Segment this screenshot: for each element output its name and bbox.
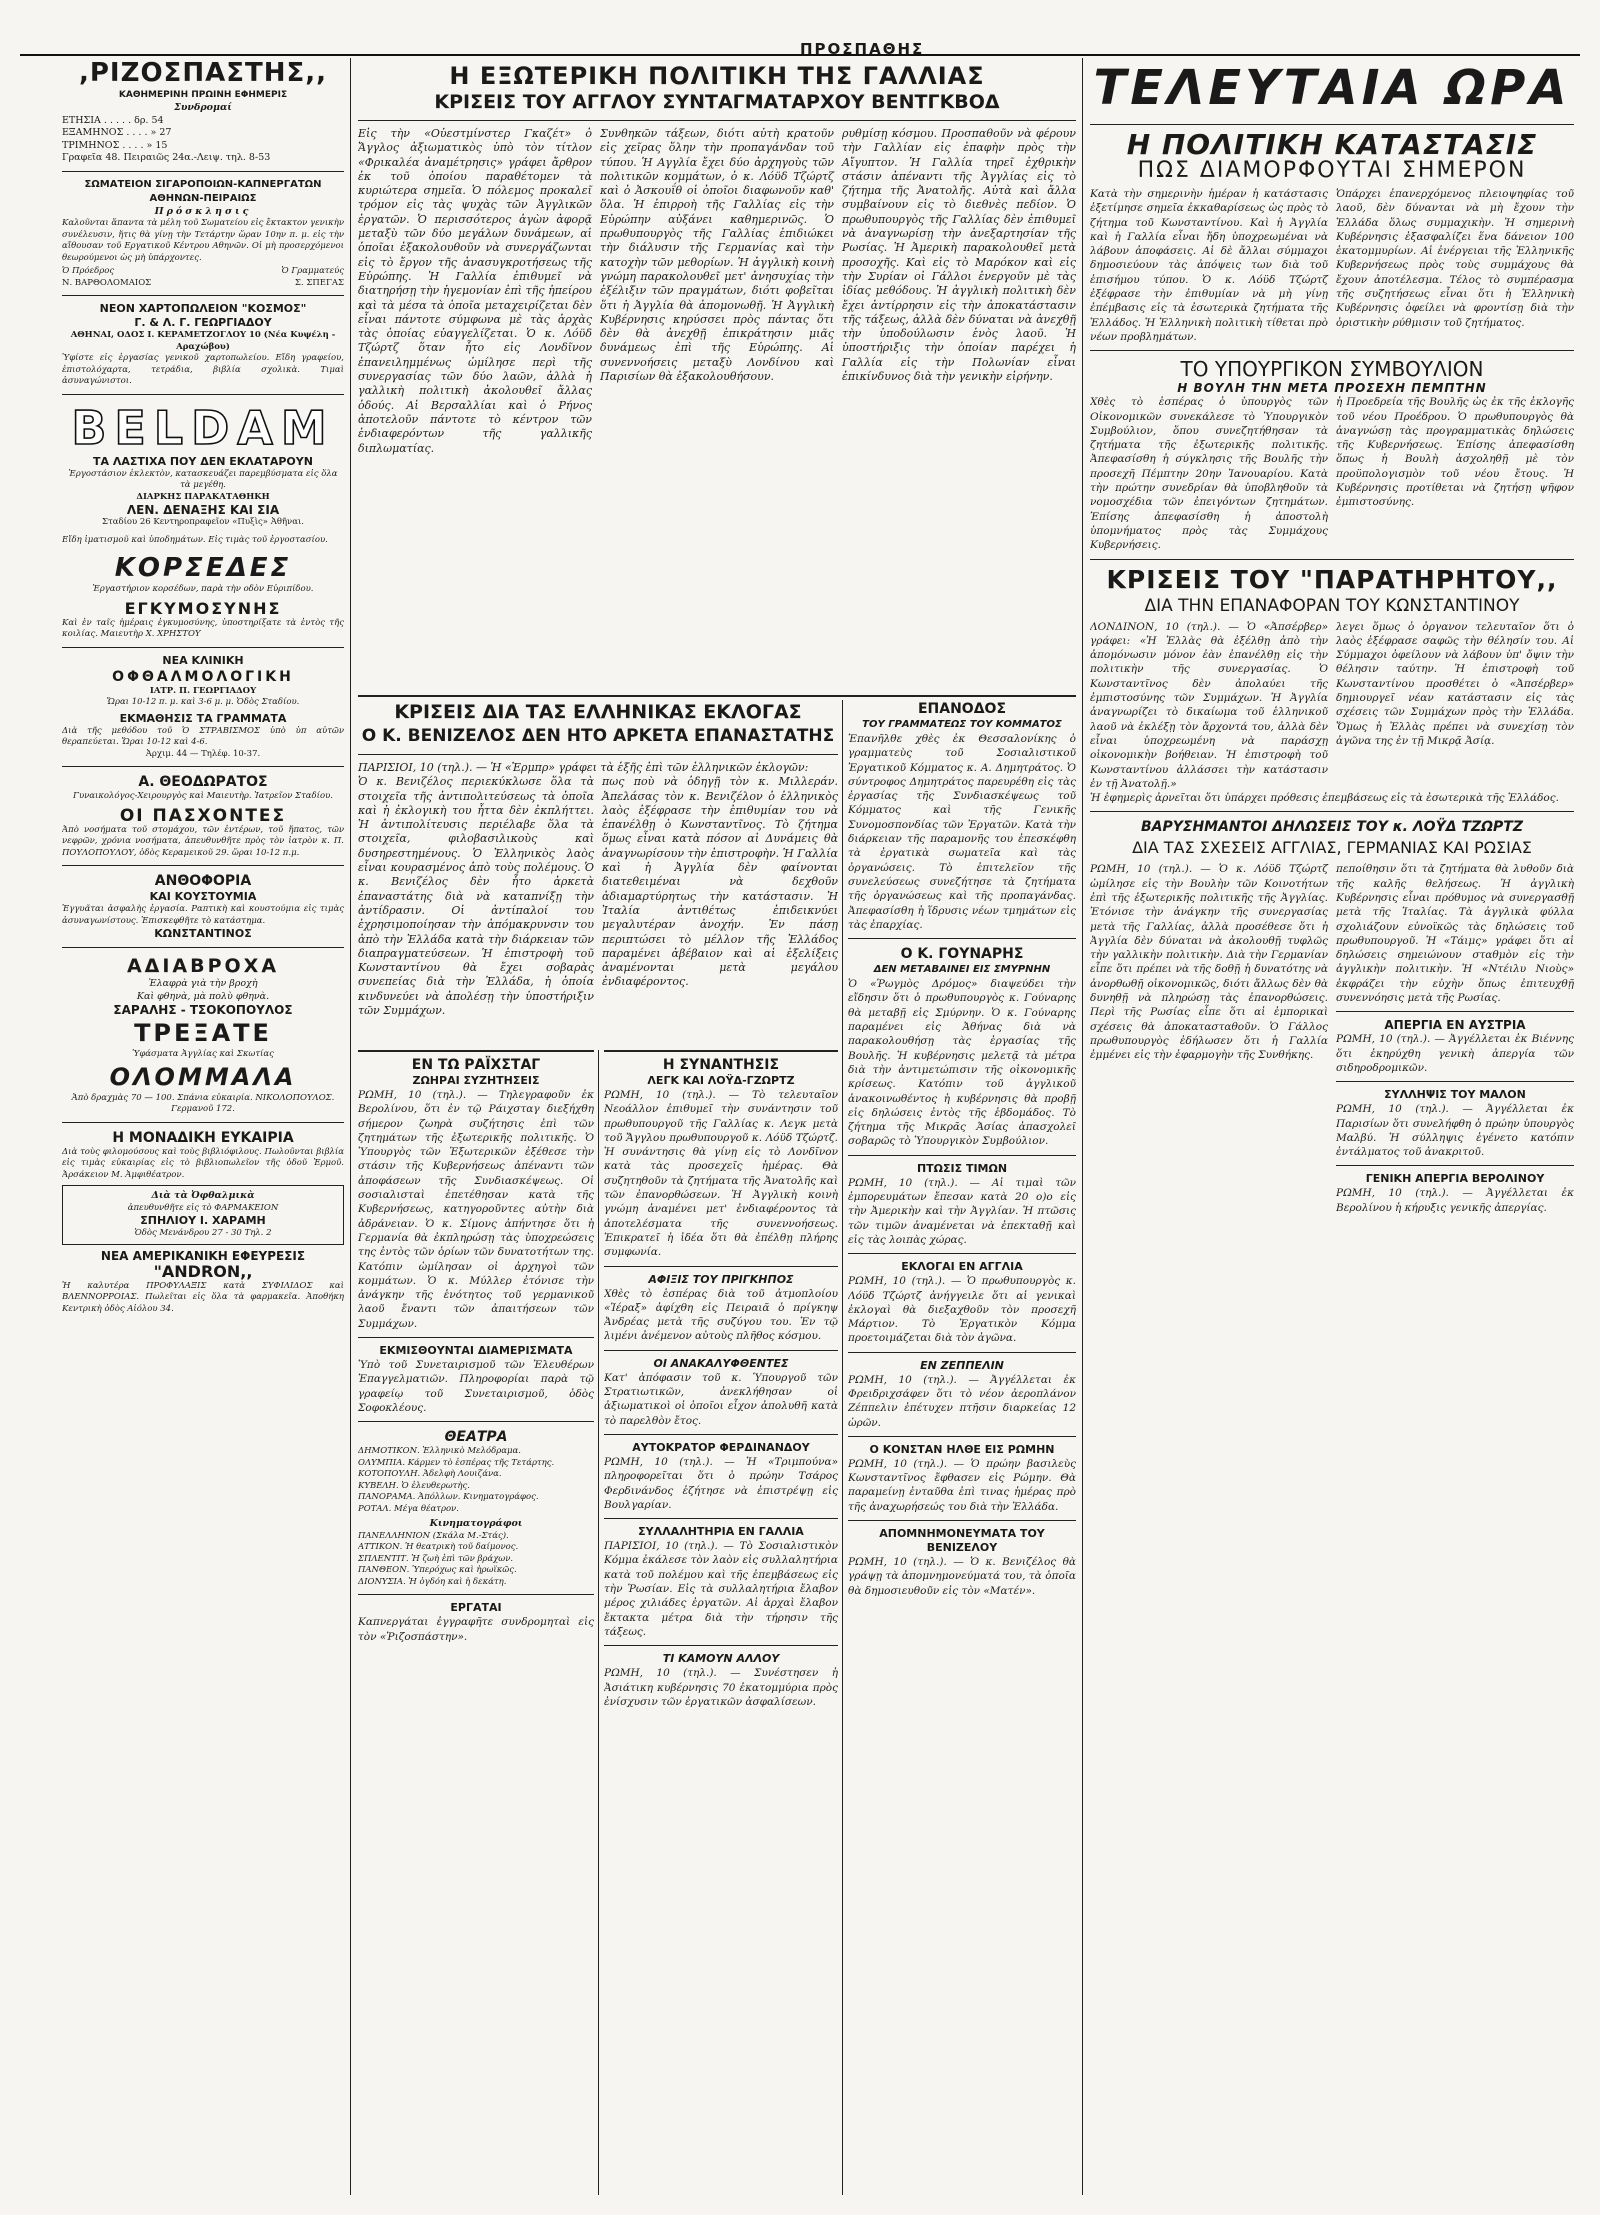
dateline: ΠΑΡΙΣΙΟΙ, 10 (τηλ.). — Ἡ «Ἐρμπρ» γράφει τὰ ἑξῆς ἐπὶ τῶν ἑλληνικῶν ἐκλογῶν: [358,761,809,774]
column-divider [350,58,351,2195]
ophthalm-heading: ΟΦΘΑΛΜΟΛΟΓΙΚΗ [112,668,294,685]
article-text: Χθὲς τὸ ἑσπέρας ὁ ὑπουργὸς τῶν Οἰκονομικῶν συνεκάλεσε τὸ Ὑπουργικὸν Συμβούλιον, ὅπου συνεζητήθησαν τὰ ζητήματα τῆς ἐξωτερικῆς πολιτικῆς. Ἀπεφασίσθη ἡ σύγκλησις τῆς Βουλῆς τὴν προσεχῆ Πέμπτην 20ην Ἰανουαρίου. Κατὰ τὴν πρώτην συνεδρίαν θὰ ὑποβληθοῦν τὰ νομοσχέδια τῶν ἐπειγόντων ζητημάτων. Ἐπίσης ἀπεφασίσθη ἡ ἀποστολὴ ὑπομνήματος πρὸς τὰς Συμμάχους Κυβερνήσεις. [1090,396,1328,552]
article-text: ΡΩΜΗ, 10 (τηλ.). — Αἱ τιμαὶ τῶν ἐμπορευμάτων ἔπεσαν κατὰ 20 ο)ο εἰς τὴν Ἀμερικὴν καὶ τὴν Ἀγγλίαν. Ἡ πτῶσις τῶν τιμῶν ἀναμένεται νὰ ἐπεκταθῇ καὶ εἰς τὰς λοιπὰς χώρας. [848,1176,1076,1246]
headline: ΑΠΕΡΓΙΑ ΕΝ ΑΥΣΤΡΙΑ [1384,1018,1526,1033]
beldam-text: Ἐργοστάσιον ἐκλεκτὸν, κατασκευάζει παρεμβύσματα εἰς ὅλα τὰ μεγέθη. [68,468,338,490]
subscription-line: ΤΡΙΜΗΝΟΣ . . . . » 15 [62,139,168,151]
cinema-item: ΔΙΟΝΥΣΙΑ. Ἡ ὀγδόη καὶ ἡ δεκάτη. [358,1576,507,1587]
article-text: ΡΩΜΗ, 10 (τηλ.). — Ὁ πρώην βασιλεὺς Κωνσταντῖνος ἔφθασεν εἰς Ρώμην. Θὰ παραμείνῃ ἐνταῦθα ἐπὶ τινας ἡμέρας πρὸ τῆς ἀναχωρήσεώς του διὰ τὴν Ἑλλάδα. [848,1457,1076,1513]
headline: ΤΟ ΥΠΟΥΡΓΙΚΟΝ ΣΥΜΒΟΥΛΙΟΝ [1180,357,1484,382]
subheadline: ΔΙΑ ΤΗΝ ΕΠΑΝΑΦΟΡΑΝ ΤΟΥ ΚΩΝΣΤΑΝΤΙΝΟΥ [1144,595,1520,616]
headline: ΑΠΟΜΝΗΜΟΝΕΥΜΑΤΑ ΤΟΥ ΒΕΝΙΖΕΛΟΥ [879,1527,1045,1555]
kouston-text: Ἐγγυᾶται ἀσφαλὴς ἐργασία. Ραπτικὴ καὶ κουστούμια εἰς τιμὰς ἀσυναγωνίστους. Ἐπισκεφθῆτε τὸ κατάστημα. [62,904,344,926]
subheadline: ΛΕΓΚ ΚΑΙ ΛΟΫΔ-ΓΖΩΡΤΖ [647,1074,795,1087]
article-text: ΡΩΜΗ, 10 (τηλ.). — Ὁ πρωθυπουργὸς κ. Λόϋδ Τζώρτζ ἀνήγγειλε ὅτι αἱ γενικαὶ ἐκλογαὶ θὰ διεξαχθοῦν τὸν προσεχῆ Μάρτιον. Τὸ Ἐργατικὸν Κόμμα προετοιμάζεται διὰ τὸν ἀγῶνα. [848,1275,1076,1345]
beldam-agent: ΔΙΑΡΚΗΣ ΠΑΡΑΚΑΤΑΘΗΚΗ [136,491,270,502]
trexate-heading: ΤΡΕΞΑΤΕ [134,1019,272,1047]
union-subheading: Πρόσκλησις [154,205,252,217]
headline: ΠΤΩΣΙΣ ΤΙΜΩΝ [916,1161,1008,1175]
headline: ΕΠΑΝΟΔΟΣ [917,701,1007,717]
page-label: ΠΡΟΣΠΑΘΗΣ [800,40,925,58]
trexate-sub: Ὑφάσματα Ἀγγλίας καὶ Σκωτίας [132,1049,274,1059]
headline: Η ΣΥΝΑΝΤΗΣΙΣ [662,1057,780,1073]
masthead: ,ΡΙΖΟΣΠΑΣΤΗΣ,, [79,58,327,88]
headline: ΑΥΤΟΚΡΑΤΟΡ ΦΕΡΔΙΝΑΝΔΟΥ [632,1440,810,1454]
adiavrocha-heading: ΑΔΙΑΒΡΟΧΑ [126,955,280,977]
masthead-subtitle: ΚΑΘΗΜΕΡΙΝΗ ΠΡΩΙΝΗ ΕΦΗΜΕΡΙΣ [118,90,288,100]
olommala-heading: ΟΛΟΜΜΑΛΑ [109,1062,297,1091]
headline: ΕΝ ΤΩ ΡΑΪΧΣΤΑΓ [411,1057,541,1073]
headline: Ο ΚΟΝΣΤΑΝ ΗΛΘΕ ΕΙΣ ΡΩΜΗΝ [869,1442,1055,1456]
article-text: Κατὰ τὴν σημερινὴν ἡμέραν ἡ κατάστασις ἐξετίμησε σημεῖα ἐκκαθαρίσεως ὡς πρὸς τὸ ζήτημα τοῦ Κωνσταντίνου. Καὶ ἡ Ἀγγλία καὶ ἡ Γαλλία εἶναι ἤδη ὑποχρεωμέναι νὰ λάβουν ἀποφάσεις. Αἱ δὲ ἄλλαι σύμμαχοι δημοσιεύουν τὰς ἀπόψεις των διὰ τοῦ ἐπισήμου τύπου. Ὁ κ. Λόϋδ Τζώρτζ ἐξέφρασε τὴν ἐπιθυμίαν νὰ μὴ γίνῃ ἐπέμβασις εἰς τὰ ἐσωτερικὰ ζητήματα τῆς Ἑλλάδος. Ἡ Ἑλληνικὴ πολιτικὴ τίθεται πρὸ νέων προβλημάτων. [1090,188,1328,343]
opiasch-heading: ΟΙ ΠΑΣΧΟΝΤΕΣ [119,805,287,826]
article-text: ΡΩΜΗ, 10 (τηλ.). — Ἀγγέλλεται ἐκ Φρειδριχσάφεν ὅτι τὸ νέον ἀεροπλάνον Ζέππελιν ἐπέτυχεν πτῆσιν διαρκείας 12 ὡρῶν. [848,1373,1076,1429]
article-text: Εἰς τὴν «Οὐεστμίνστερ Γκαζέτ» ὁ Ἄγγλος ἀξιωματικὸς ὑπὸ τὸν τίτλον «Φρικαλέα ἀναμέτρησις» γράφει ἄρθρον ἐκ τοῦ ὁποίου παραθέτομεν τὰ κυριώτερα σημεῖα. Ὁ πόλεμος προκαλεῖ τρόμον εἰς τὰς ψυχὰς τῶν Ἀγγλικῶν ἐργατῶν. Ὁ περισσότερος ἀγὼν ἀφορᾷ μεταξὺ τῶν δύο μεγάλων δυνάμεων, αἱ ὁποῖαι ἐξακολουθοῦν νὰ συνεργάζωνται εἰς τὸ ἔργον τῆς ἀνασυγκροτήσεως τῆς Εὐρώπης. Ἡ Γαλλία ἐπιθυμεῖ νὰ διατηρήσῃ τὴν ἡγεμονίαν ἐπὶ τῆς ἠπείρου καὶ τὰ μέσα τὰ ὁποῖα μεταχειρίζεται δὲν εἶναι πάντοτε σύμφωνα μὲ τὰς ἀρχὰς τὰς ὁποίας εὐαγγελίζεται. Ὁ κ. Λόϋδ Τζώρτζ ὅταν ἦτο εἰς Λονδῖνον ἐπανειλημμένως ὡμίλησε περὶ τῆς συνεργασίας τῶν δύο λαῶν, ἀλλὰ ἡ γαλλικὴ πολιτικὴ ἀκολουθεῖ ἄλλας ὁδούς. Αἱ Βερσαλλίαι καὶ ὁ Ρήνος ἀποτελοῦν πάντοτε τὸ κέντρον τῶν ἐνδιαφερόντων τῆς γαλλικῆς διπλωματίας. [358,127,592,455]
article-text: ΡΩΜΗ, 10 (τηλ.). — Τηλεγραφοῦν ἐκ Βερολίνου, ὅτι ἐν τῷ Ράιχσταγ διεξήχθη σήμερον ζωηρὰ συζήτησις ἐπὶ τῶν ζητημάτων τῆς ἐξωτερικῆς πολιτικῆς. Ὁ Ὑπουργὸς τῶν Ἐξωτερικῶν ἐξέθεσε τὴν στάσιν τῆς Κυβερνήσεως ἀπέναντι τῶν ἀποφάσεων τῆς Συνδιασκέψεως. Οἱ σοσιαλισταὶ ἐπετέθησαν κατὰ τῆς Κυβερνήσεως, κατηγοροῦντες αὐτὴν διὰ ἀδράνειαν. Ὁ κ. Σίμονς ἀπήντησε ὅτι ἡ Γερμανία θὰ ἐκπληρώσῃ τὰς ὑποχρεώσεις της ἐντὸς τῶν ὁρίων τῶν δυνατοτήτων της. Κατόπιν ὡμίλησαν οἱ ἀρχηγοὶ τῶν κομμάτων. Ὁ κ. Μύλλερ ἐτόνισε τὴν ἀνάγκην τῆς ἑνότητος τοῦ γερμανικοῦ λαοῦ ἔναντι τῶν ἀπαιτήσεων τῶν Συμμάχων. [358,1089,594,1330]
headline: ΚΡΙΣΕΙΣ ΤΟΥ "ΠΑΡΑΤΗΡΗΤΟΥ,, [1106,564,1558,594]
egkymosynis-text: Καὶ ἐν ταῖς ἡμέραις ἐγκυμοσύνης, ὑποστηρίξατε τὰ ἐντὸς τῆς κοιλίας. Μαιευτὴρ Χ. ΧΡΗΣΤΟΥ [62,617,344,639]
article-text: Χθὲς τὸ ἑσπέρας διὰ τοῦ ἀτμοπλοίου «Ἰέραξ» ἀφίχθη εἰς Πειραιᾶ ὁ πρίγκηψ Ἀνδρέας μετὰ τῆς συζύγου του. Ἐν τῷ λιμένι ἀνέμενον αὐτοὺς πλῆθος κόσμου. [604,1287,838,1343]
ophthalm-text: Ὥραι 10-12 π. μ. καὶ 3-6 μ. μ. Ὁδὸς Σταδίου. [106,697,300,707]
headline: ΒΑΡΥΣΗΜΑΝΤΟΙ ΔΗΛΩΣΕΙΣ ΤΟΥ κ. ΛΟΫΔ ΤΖΩΡΤΖ [1140,819,1523,836]
adiavrocha-line: Ἐλαφρὰ γιὰ τὴν βροχὴ [148,978,258,989]
egkymosynis-heading: ΕΓΚΥΜΟΣΥΝΗΣ [124,598,282,618]
article-text: ΡΩΜΗ, 10 (τηλ.). — Συνέστησεν ἡ Ἀσιάτικη κυβέρνησις 70 ἐκατομμύρια πρὸς ἐνίσχυσιν τῶν ἐργατικῶν ἀσφαλίσεων. [604,1667,838,1708]
ad-text: Ὑφίστε εἰς ἐργασίας γενικοῦ χαρτοπωλείου. Εἴδη γραφείου, ἐπιστολόχαρτα, τετράδια, βιβλία σχολικὰ. Τιμαὶ ἀσυναγώνιστοι. [62,353,344,386]
cinema-item: ΠΑΝΕΛΛΗΝΙΟΝ (Σκάλα Μ.-Στάς). [358,1530,509,1541]
ophthalm-doctor: ΙΑΤΡ. Π. ΓΕΩΡΓΙΑΔΟΥ [149,685,257,696]
article-text: Ὁ «Ῥωγμὸς Δρόμος» διαψεύδει τὴν εἴδησιν ὅτι ὁ πρωθυπουργὸς κ. Γούναρης θὰ μεταβῇ εἰς Σμύρνην. Ὁ κ. Γούναρης παραμένει εἰς Ἀθήνας διὰ νὰ παρακολουθήσῃ τὰς ἐργασίας τῆς Βουλῆς. Ἡ κυβέρνησις μελετᾷ τὰ μέτρα διὰ τὴν ἀντιμετώπισιν τῆς οἰκονομικῆς κρίσεως. Κατόπιν τοῦ ἀγγλικοῦ ἀνακοινωθέντος ἡ κυβέρνησις θὰ προβῇ εἰς δηλώσεις ἐντὸς τῆς ἑβδομάδος. Τὸ ζήτημα τῆς Μικρᾶς Ἀσίας ἀπασχολεῖ σοβαρῶς τὸ Ὑπουργικὸν Συμβούλιον. [848,978,1076,1148]
raistag-column [358,1050,594,2192]
andron-text: Ἡ καλυτέρα ΠΡΟΦΥΛΑΞΙΣ κατὰ ΣΥΦΙΛΙΔΟΣ καὶ ΒΛΕΝΝΟΡΡΟΙΑΣ. Πωλεῖται εἰς ὅλα τὰ φαρμακεῖα. Ἀποθήκη Κεντρικὴ ὁδὸς Αἰόλου 34. [62,1280,344,1314]
gramm-text: Διὰ τῆς μεθόδου τοῦ Ὁ ΣΤΡΑΒΙΣΜΟΣ ὑπὸ ὑπ αὐτῶν θεραπεύεται. Ὥραι 10-12 καὶ 4-6. [62,725,344,747]
headline: ΓΕΝΙΚΗ ΑΠΕΡΓΙΑ ΒΕΡΟΛΙΝΟΥ [1365,1172,1545,1186]
headline: ΕΡΓΑΤΑΙ [450,1601,502,1615]
cinemas-heading: Κινηματογράφοι [429,1518,523,1530]
beldam-logo: BELDAM [71,400,335,455]
ad-heading: ΝΕΟΝ ΧΑΡΤΟΠΩΛΕΙΟΝ "ΚΟΣΜΟΣ" [99,302,307,315]
andron-heading: ΝΕΑ ΑΜΕΡΙΚΑΝΙΚΗ ΕΦΕΥΡΕΣΙΣ [100,1248,306,1263]
article-text: ΡΩΜΗ, 10 (τηλ.). — Ἀγγέλλεται ἐκ Βερολίνου ἡ κήρυξις γενικῆς ἀπεργίας. [1336,1187,1574,1214]
union-text: Καλοῦνται ἅπαντα τὰ μέλη τοῦ Σωματείου εἰς ἔκτακτον γενικὴν συνέλευσιν, ἥτις θὰ γίνῃ τὴν Τετάρτην ὥραν 10ην π. μ. εἰς τὴν αἴθουσαν τοῦ Εργατικοῦ Κέντρου Αθηνῶν. Οἱ μὴ προσερχόμενοι θεωρούμενοι ὡς μὴ ὑπάρχοντες. [62,218,344,263]
theatre-item: ΔΗΜΟΤΙΚΟΝ. Ἑλληνικὸ Μελόδραμα. [358,1446,521,1457]
article-text: ἡ Προεδρεία τῆς Βουλῆς ὡς ἐκ τῆς ἐκλογῆς τοῦ νέου Προέδρου. Ὁ πρωθυπουργὸς θὰ ἀναγνώσῃ τὰς προγραμματικὰς δηλώσεις τῆς Κυβερνήσεως. Ἐπίσης ἀπεφασίσθη ὅπως ἡ Βουλὴ ἀσχοληθῇ μὲ τὸν προϋπολογισμὸν τοῦ νέου ἔτους. Ἡ Κυβέρνησις προτίθεται νὰ ζητήσῃ ψῆφον ἐμπιστοσύνης. [1336,396,1574,509]
union-signatory: Ν. ΒΑΡΘΟΛΟΜΑΙΟΣ [62,277,152,288]
theatre-item: ΡΟΤΑΛ. Μέγα θέατρον. [358,1503,459,1514]
gramm-heading: ΕΚΜΑΘΗΣΙΣ ΤΑ ΓΡΑΜΜΑΤΑ [119,711,287,725]
column-divider [1082,58,1083,2195]
headline: ΕΚΜΙΣΘΟΥΝΤΑΙ ΔΙΑΜΕΡΙΣΜΑΤΑ [379,1344,573,1358]
cinema-item: ΣΠΛΕΝΤΙΤ. Ἡ ζωὴ ἐπὶ τῶν βράχων. [358,1553,514,1564]
beldam-dealer: ΛΕΝ. ΔΕΝΑΞΗΣ ΚΑΙ ΣΙΑ [126,503,280,517]
article-text: ΡΩΜΗ, 10 (τηλ.). — Ἡ «Τριμπούνα» πληροφορεῖται ὅτι ὁ πρώην Τσάρος Φερδινάνδος ἐζήτησε νὰ ἐπιστρέψῃ εἰς Βουλγαρίαν. [604,1455,838,1511]
theodor-heading: Α. ΘΕΟΔΩΡΑΤΟΣ [138,774,268,790]
andron-brand: "ANDRON,, [153,1261,253,1281]
adiavrocha-dealer: ΣΑΡΑΛΗΣ - ΤΣΟΚΟΠΟΥΛΟΣ [113,1003,293,1017]
headline: Η ΕΞΩΤΕΡΙΚΗ ΠΟΛΙΤΙΚΗ ΤΗΣ ΓΑΛΛΙΑΣ [449,62,985,90]
meeting-column [604,1050,838,2192]
theatres-heading: ΘΕΑΤΡΑ [444,1429,508,1446]
article-text: πως ποὺ νὰ ὁδηγῇ τὸν κ. Μιλλεράν. Ἀπελάσας τὸν κ. Βενιζέλον ὁ ἑλληνικὸς λαὸς ἐξέφρασε τὴν ἐπιθυμίαν του νὰ ἐπανέλθῃ ὁ Κωνσταντῖνος. Τὸ ζήτημα ὅμως εἶναι κατὰ πόσον αἱ Δυνάμεις θὰ ἀναγνωρίσουν τὴν ἐπιστροφὴν. Ἡ Γαλλία καὶ ἡ Ἀγγλία δὲν φαίνονται διατεθειμέναι νὰ δεχθοῦν ἀδιαμαρτύρητως τὴν κατάστασιν. Ἡ Ἰταλία ἀντιθέτως ἐπιδεικνύει μεγαλυτέραν ἀνοχήν. Ἐν πάσῃ περιπτώσει τὸ μέλλον τῆς Ἑλλάδος παραμένει ἀβέβαιον καὶ αἱ ἐξελίξεις ἀναμένονται μετὰ μεγάλου ἐνδιαφέροντος. [602,775,838,989]
headline: ΕΝ ΖΕΠΠΕΛΙΝ [920,1358,1004,1372]
subscription-line: Γραφεῖα 48. Πειραιῶς 24α.-Λειψ. τηλ. 8-53 [62,152,271,163]
subscription-line: ΕΞΑΜΗΝΟΣ . . . . » 27 [62,127,172,138]
article-text: Ὑπὸ τοῦ Συνεταιρισμοῦ τῶν Ἐλευθέρων Ἐπαγγελματιῶν. Πληροφορίαι παρὰ τῷ γραφείῳ τοῦ Συνεταιρισμοῦ, ὁδὸς Σοφοκλέους. [358,1359,594,1414]
article-text: ρυθμίσῃ κόσμου. Προσπαθοῦν νὰ φέρουν τὴν Γαλλίαν εἰς ἐπαφὴν πρὸς τὴν Αἴγυπτον. Ἡ Γαλλία τηρεῖ ἐχθρικὴν στάσιν ἀπέναντι τῆς Ἀγγλίας εἰς τὸ ζήτημα τῆς Ἀνατολῆς. Αὐτὰ καὶ ἄλλα συμβαίνουν εἰς τὸ διεθνὲς πεδίον. Ὁ πρωθυπουργὸς τῆς Γαλλίας δὲν ἐπιθυμεῖ νὰ ἀναγνωρίσῃ τὴν ἀνεξαρτησίαν τῆς Ρωσίας. Ἡ Ἀμερικὴ παρακολουθεῖ μετὰ προσοχῆς. Καὶ εἰς τὸ Μαρόκον καὶ εἰς τὴν Συρίαν οἱ Γάλλοι ἐνεργοῦν μὲ τὰς ἰδίας μεθόδους. Ἡ ἀγγλικὴ πολιτικὴ δὲν ἔχει ἀντίρρησιν εἰς τὴν ἀποκατάστασιν τῆς τάξεως, ἀλλὰ δὲν δύναται νὰ ἀνεχθῇ τὴν ὑποδούλωσιν ἑνὸς λαοῦ. Ἡ ὑποστήριξις τὴν ὁποίαν παρέχει ἡ Γαλλία εἰς τὴν Πολωνίαν εἶναι ἐπικίνδυνος διὰ τὴν γενικὴν εἰρήνην. [842,127,1076,384]
article-text: Ὁ κ. Βενιζέλος περιεκύκλωσε ὅλα τὰ στοιχεῖα τῆς ἀντιπολιτεύσεως τὰ ὁποῖα καὶ ἡ ἐκλογικὴ του ἦττα δὲν ἐκπλήττει. Ἡ ἀντιπολίτευσις περιέλαβε ὅλα τὰ στοιχεῖα, φιλοβασιλικοὺς καὶ δυσηρεστημένους. Ὁ Ἑλληνικὸς λαὸς εἶναι κουρασμένος ἀπὸ τοὺς πολέμους. Ὁ κ. Βενιζέλος δὲν ἦτο ἀρκετὰ ἐπαναστάτης διὰ νὰ καταπνίξῃ τὴν ἀντίδρασιν. Οἱ ἀντίπαλοί του ἐχρησιμοποίησαν τὴν ἀπόμακρυνσιν του ἀπὸ τὴν Ἑλλάδα κατὰ τὴν διάρκειαν τῶν διαπραγματεύσεων. Ἡ ἐπιστροφὴ τοῦ Κωνσταντίνου θὰ ἔχει σοβαρὰς συνεπείας διὰ τὴν Ἑλλάδα, ἡ ὁποία κινδυνεύει νὰ ἀπολέσῃ τὴν ὑποστήριξιν τῶν Συμμάχων. [358,775,594,1018]
headline: ΣΥΛΛΑΛΗΤΗΡΙΑ ΕΝ ΓΑΛΛΙΑ [638,1525,804,1539]
gallia-article [358,62,1076,692]
theatre-item: ΠΑΝΟΡΑΜΑ. Ἀπόλλων. Κινηματογράφος. [358,1492,539,1503]
union-signatory: Σ. ΣΠΕΓΑΣ [294,277,344,288]
article-text: ΠΑΡΙΣΙΟΙ, 10 (τηλ.). — Τὸ Σοσιαλιστικὸν Κόμμα ἐκάλεσε τὸν λαὸν εἰς συλλαλητήρια κατὰ τοῦ πολέμου καὶ τῆς ἐπεμβάσεως εἰς τὴν Ῥωσίαν. Εἰς τὰ συλλαλητήρια ἔλαβον μέρος χιλιάδες ἐργατῶν. Αἱ ἀρχαὶ ἔλαβον ἔκτακτα μέτρα διὰ τὴν τήρησιν τῆς τάξεως. [604,1540,838,1638]
subheadline: ΔΙΑ ΤΑΣ ΣΧΕΣΕΙΣ ΑΓΓΛΙΑΣ, ΓΕΡΜΑΝΙΑΣ ΚΑΙ ΡΩΣΙΑΣ [1132,838,1532,858]
article-text: Ὁπάρχει ἐπανερχόμενος πλειοψηφίας τοῦ λαοῦ, δὲν δύνανται νὰ μὴ ἔχουν τὴν Ἑλλάδα ὅλως συμμαχικὴν. Ἡ σημερινὴ Κυβέρνησις ἐξασφαλίζει ἕνα δάνειον 100 ἑκατομμυρίων. Αἱ ἐνέργειαι τῆς Ἑλληνικῆς Κυβερνήσεως πρὸς τοὺς συμμάχους θὰ ἔχουν ἀποτέλεσμα. Τέλος τὸ συμπέρασμα τῆς συζητήσεως εἶναι ὅτι ἡ Ἑλληνικὴ Κυβέρνησις ὀφείλει νὰ φροντίσῃ διὰ τὴν ὁριστικὴν ρύθμισιν τοῦ ζητήματος. [1336,188,1574,329]
ad-text: Εἴδη ἱματισμοῦ καὶ ὑποδημάτων. Εἰς τιμὰς τοῦ ἐργοστασίου. [62,534,328,545]
headline: ΣΥΛΛΗΨΙΣ ΤΟΥ ΜΑΛΟΝ [1384,1088,1526,1102]
ad-address: ΑΘΗΝΑΙ, ΟΔΟΣ Ι. ΚΕΡΑΜΕΤΖΟΓΛΟΥ 10 (Νέα Κυψέλη - Αραχώβου) [70,330,336,352]
subheadline: Η ΒΟΥΛΗ ΤΗΝ ΜΕΤΑ ΠΡΟΣΕΧΗ ΠΕΜΠΤΗΝ [1177,381,1487,396]
korsedes-text: Ἐργαστήριον κορσέδων, παρὰ τὴν οδὸν Εὐριπίδου. [92,584,314,594]
headline: Ο Κ. ΓΟΥΝΑΡΗΣ [900,946,1024,963]
headline: Η ΠΟΛΙΤΙΚΗ ΚΑΤΑΣΤΑΣΙΣ [1126,128,1538,161]
cinema-item: ΑΤΤΙΚΟΝ. Ἡ θεατρικὴ τοῦ δαίμονος. [358,1542,519,1553]
headline: ΚΡΙΣΕΙΣ ΔΙΑ ΤΑΣ ΕΛΛΗΝΙΚΑΣ ΕΚΛΟΓΑΣ [394,701,802,723]
olommala-text: Ἀπὸ δραχμὰς 70 — 100. Σπάνια εὐκαιρία. ΝΙΚΟΛΟΠΟΥΛΟΣ. Γερμανοῦ 172. [71,1092,335,1114]
article-text: Συνθηκῶν τάξεων, διότι αὐτὴ κρατοῦν εἰς χεῖρας ὅλην τὴν προπαγάνδαν τοῦ τύπου. Ἡ Αγγλία ἔχει δύο ἀρχηγοὺς τῶν πολιτικῶν κομμάτων, ὁ κ. Λόϋδ Τζώρτζ καὶ ὁ Ἀσκουΐθ οἱ ὁποῖοι διαφωνοῦν καθ' ὅλα. Ἡ ἐπιρροὴ τῆς Γαλλίας εἰς τὴν Εὐρώπην αὐξάνει καθημερινῶς. Ὁ πρωθυπουργὸς τῆς Γαλλίας ἐπιδιώκει τὴν διάλυσιν τῆς Γερμανίας καὶ τὴν κατοχὴν τῶν μεθορίων. Ἡ ἀγγλικὴ κοινὴ γνώμη παρακολουθεῖ μετ' ἀνησυχίας τὴν ἐξέλιξιν τῶν πραγμάτων, διότι φοβεῖται ὅτι ἡ Ἀγγλία θὰ ἀπομονωθῇ. Ἡ Ἀγγλικὴ Κυβέρνησις κηρύσσει πρὸς πάντας ὅτι δὲν θὰ ἀνεχθῇ ἐπικράτησιν μιᾶς δυνάμεως ἐπὶ τῆς Εὐρώπης. Αἱ συνεννοήσεις μεταξὺ Λονδίνου καὶ Παρισίων θὰ ἐξακολουθήσουν. [600,127,834,384]
pharmacy-name: ΣΠΗΛΙΟΥ Ι. ΧΑΡΑΜΗ [140,1214,266,1227]
article-text: ΡΩΜΗ, 10 (τηλ.). — Τὸ τελευταῖον Νεοάλλον ἐπιθυμεῖ τὴν συνάντησιν τοῦ πρωθυπουργοῦ τῆς Γαλλίας κ. Λεγκ μετὰ τοῦ Ἄγγλου πρωθυπουργοῦ κ. Λόϋδ Τζώρτζ. Ἡ συνάντησις θὰ γίνῃ εἰς τὸ Λονδῖνον κατὰ τὰς προσεχεῖς ἡμέρας. Θὰ συζητηθοῦν τὰ ζητήματα τῆς Ἀνατολῆς καὶ τῶν ἐπανορθώσεων. Ἡ Ἀγγλικὴ κοινὴ γνώμη ἀναμένει μετ' ἐνδιαφέροντος τὰ ἀποτελέσματα τῆς συνεννοήσεως. Ἐπικρατεῖ ἡ ἰδέα ὅτι θὰ ἐπέλθῃ πλήρης συμφωνία. [604,1089,838,1259]
subscription-heading: Συνδρομαί [174,102,232,113]
article-text: Ἡ ἐφημερὶς ἀρνεῖται ὅτι ὑπάρχει πρόθεσις ἐπεμβάσεως εἰς τὰ ἐσωτερικὰ τῆς Ἑλλάδος. [1090,792,1559,805]
article-text: πεποίθησιν ὅτι τὰ ζητήματα θὰ λυθοῦν διὰ τῆς καλῆς θελήσεως. Ἡ ἀγγλικὴ Κυβέρνησις εἶναι πρόθυμος νὰ συνεργασθῇ μετὰ τῆς Ἰταλίας. Τὰ ἀγγλικὰ φύλλα σχολιάζουν εὐνοϊκῶς τὰς δηλώσεις τοῦ πρωθυπουργοῦ. Ἡ «Τάιμς» γράφει ὅτι αἱ δηλώσεις σημειώνουν σταθμὸν εἰς τὴν ἀγγλικὴν πολιτικὴν. Ἡ «Ντέιλυ Νιοὺς» ἐκφράζει τὴν εὐχὴν ὅπως ἐπιτευχθῇ συνεννόησις μετὰ τῆς Ρωσίας. [1336,863,1574,1005]
clinic-label: ΝΕΑ ΚΛΙΝΙΚΗ [162,653,244,667]
beldam-tagline: ΤΑ ΛΑΣΤΙΧΑ ΠΟΥ ΔΕΝ ΕΚΛΑΤΑΡΟΥΝ [93,454,313,468]
headline: ΤΙ ΚΑΜΟΥΝ ΑΛΛΟΥ [662,1652,780,1666]
subheadline: ΖΩΗΡΑΙ ΣΥΖΗΤΗΣΕΙΣ [412,1074,540,1087]
banner-heading: ΤΕΛΕΥΤΑΙΑ ΩΡΑ [1093,60,1571,116]
theatre-item: ΟΛΥΜΠΙΑ. Κάρμεν τὸ ἑσπέρας τῆς Τετάρτης. [358,1457,555,1468]
article-text: Κατ' ἀπόφασιν τοῦ κ. Ὑπουργοῦ τῶν Στρατιωτικῶν, ἀνεκλήθησαν οἱ ἀξιωματικοὶ οἱ ὁποῖοι εἶχον ἀπολυθῆ κατὰ τὸ παρελθὸν ἔτος. [604,1371,838,1427]
korsedes-heading: ΚΟΡΣΕΔΕΣ [114,553,292,583]
kouston-heading: ΚΑΙ ΚΟΥΣΤΟΥΜΙΑ [149,890,257,903]
article-text: λεγει ὅμως ὁ ὁργανον τελευταῖον ὅτι ὁ λαὸς ἐξέφρασε σαφῶς τὴν θέλησίν του. Αἱ Σύμμαχοι ὀφείλουν νὰ λάβουν ὑπ' ὄψιν τὴν θέλησιν ταύτην. Ἡ ἐπιστροφὴ τοῦ Κωνσταντίνου προσθέτει ὁ «Ἀπσέρβερ» δημιουργεῖ νέαν κατάστασιν εἰς τὰς σχέσεις τῶν Συμμάχων πρὸς τὴν Ἑλλάδα. Ὅμως ἡ Ἑλλὰς πρέπει νὰ συνεχίσῃ τὸν ἀγῶνα της ἐν τῇ Μικρᾷ Ἀσίᾳ. [1336,620,1574,747]
subscription-line: ΕΤΗΣΙΑ . . . . . δρ. 54 [62,114,164,126]
pharmacy-text: ἀπευθυνθῆτε εἰς τὸ ΦΑΡΜΑΚΕΙΟΝ [127,1202,279,1213]
theatre-item: ΚΟΤΟΠΟΥΛΗ. Ἀδελφὴ Λουιζάνα. [358,1469,502,1480]
article-text: ΛΟΝΔΙΝΟΝ, 10 (τηλ.). — Ὁ «Ἀπσέρβερ» γράφει: «Ἡ Ἑλλὰς θὰ ἐξέλθῃ ἀπὸ τὴν ἀπομόνωσιν μόνον ἐὰν ἐπανέλθῃ εἰς τὴν πολιτικὴν τῆς συνεργασίας. Ὁ Κωνσταντῖνος δὲν ἀπολαύει τῆς ἐμπιστοσύνης τῶν Συμμάχων. Ἡ Ἀγγλία ἀναγνωρίζει τὸ δικαίωμα τοῦ ἑλληνικοῦ λαοῦ νὰ ἐκλέξῃ τὸν ἄρχοντά του, ἀλλὰ δὲν εἶναι ὑποχρεωμένη νὰ παράσχῃ οἰκονομικὴν βοήθειαν. Ἡ ἐπιστροφὴ τοῦ Κωνσταντίνου ἀλλάσσει τὴν κατάστασιν ἐν τῇ Ἀνατολῇ.» [1090,620,1328,790]
ad-owner: Γ. & Λ. Γ. ΓΕΩΡΓΙΑΔΟΥ [134,316,272,329]
kouston-name: ΚΩΝΣΤΑΝΤΙΝΟΣ [154,927,252,940]
pharmacy-address: Ὁδὸς Μενάνδρου 27 - 30 Τηλ. 2 [134,1228,272,1238]
subheadline: ΚΡΙΣΕΙΣ ΤΟΥ ΑΓΓΛΟΥ ΣΥΝΤΑΓΜΑΤΑΡΧΟΥ ΒΕΝΤΓΚΒΟΔ [434,91,1000,113]
article-text: ΡΩΜΗ, 10 (τηλ.). — Ὁ κ. Βενιζέλος θὰ γράψῃ τὰ ἀπομνημονεύματά του, τὰ ὁποῖα θὰ δημοσιευθοῦν εἰς τὸν «Ματέν». [848,1556,1076,1597]
union-role: Ὁ Γραμματεύς [281,266,344,276]
theatre-item: ΚΥΒΕΛΗ. Ὁ ἐλευθερωτὴς. [358,1480,470,1491]
subheadline: ΔΕΝ ΜΕΤΑΒΑΙΝΕΙ ΕΙΣ ΣΜΥΡΝΗΝ [873,964,1051,976]
headline: ΕΚΛΟΓΑΙ ΕΝ ΑΓΓΛΙΑ [901,1260,1023,1274]
left-column [62,58,344,2195]
opiasch-text: Ἀπὸ νοσήματα τοῦ στομάχου, τῶν ἐντέρων, τοῦ ἥπατος, τῶν νεφρῶν, χρόνια νοσήματα, ἀπευθυνθῆτε πρὸς τὸν ἰατρὸν κ. Π. ΠΟΥΛΟΠΟΥΛΟΥ, ὁδὸς Κεραμεικοῦ 29. ὥραι 10-12 π.μ. [62,824,344,858]
article-text: ΡΩΜΗ, 10 (τηλ.). — Ἀγγέλλεται ἐκ Βιέννης ὅτι ἐκηρύχθη γενικὴ ἀπεργία τῶν σιδηροδρομικῶν. [1336,1033,1574,1074]
article-text: Ἐπανῆλθε χθὲς ἐκ Θεσσαλονίκης ὁ γραμματεὺς τοῦ Σοσιαλιστικοῦ Ἐργατικοῦ Κόμματος κ. Α. Δημητράτος. Ὁ σύντροφος Δημητράτος παρευρέθη εἰς τὰς ἐργασίας τῆς Συνδιασκέψεως τοῦ Κόμματος καὶ τῆς Γενικῆς Συνομοσπονδίας τῶν Ἐργατῶν. Κατὰ τὴν διάρκειαν τῆς παραμονῆς του ἐπεσκέφθη τὰ ἐργατικὰ σωματεῖα καὶ τὰς ὀργανώσεις. Τὸ ἐπιτελεῖον τῆς συνελεύσεως συνεζήτησε τὰ ζητήματα τῆς ὀργανώσεως καὶ τῆς προπαγάνδας. Ἀπεφασίσθη ἡ ἵδρυσις νέων τμημάτων εἰς τὰς ἐπαρχίας. [848,733,1076,931]
article-text: ΡΩΜΗ, 10 (τηλ.). — Ὁ κ. Λόϋδ Τζώρτζ ὡμίλησε εἰς τὴν Βουλὴν τῶν Κοινοτήτων ἐπὶ τῆς ἐξωτερικῆς πολιτικῆς τῆς Ἀγγλίας. Ἐτόνισε τὴν ἀνάγκην τῆς συνεργασίας μετὰ τῆς Γαλλίας, ἀλλὰ προσέθεσε ὅτι ἡ Ἀγγλία δὲν δύναται νὰ ἀκολουθῇ τυφλῶς τὴν γαλλικὴν πολιτικὴν. Διὰ τὴν Γερμανίαν εἶπε ὅτι πρέπει νὰ τῆς δοθῇ ἡ δυνατότης νὰ ἀνορθωθῇ οἰκονομικῶς, διότι ἄλλως δὲν θὰ δυνηθῇ νὰ πληρώσῃ τὰς ἐπανορθώσεις. Περὶ τῆς Ρωσίας εἶπε ὅτι αἱ ἐμπορικαὶ σχέσεις θὰ ἀποκατασταθοῦν. Ὁ Γάλλος πρωθυπουργὸς ἐδήλωσεν ὅτι ἡ Γαλλία ἐμμένει εἰς τὴν ἐφαρμογὴν τῆς Συνθήκης. [1090,863,1328,1062]
right-column [1090,58,1574,2195]
monadiki-text: Διὰ τοὺς φιλομούσους καὶ τοὺς βιβλιόφιλους. Πωλοῦνται βιβλία εἰς τιμὰς εὐκαιρίας εἰς τὸ βιβλιοπωλεῖον τῆς ὁδοῦ Ἑρμοῦ. Ἀρσάκειον Μ. Ἀμφιθέατρον. [62,1146,344,1180]
subheadline: ΠΩΣ ΔΙΑΜΟΡΦΟΥΤΑΙ ΣΗΜΕΡΟΝ [1137,158,1527,183]
anthophoria-heading: ΑΝΘΟΦΟΡΙΑ [154,873,252,889]
theodor-text: Γυναικολόγος-Χειρουργὸς καὶ Μαιευτὴρ. Ἰατρεῖον Σταδίου. [73,791,333,801]
monadiki-heading: Η ΜΟΝΑΔΙΚΗ ΕΥΚΑΙΡΙΑ [112,1129,294,1146]
beldam-address: Σταδίου 26 Κεντηροπραφεῖον «Πυξὶς» Ἀθῆναι. [102,517,304,527]
epanodos-column [848,700,1076,2190]
subheadline: ΤΟΥ ΓΡΑΜΜΑΤΕΩΣ ΤΟΥ ΚΟΜΜΑΤΟΣ [862,719,1062,730]
top-rule [20,54,1580,56]
article-text: ΡΩΜΗ, 10 (τηλ.). — Ἀγγέλλεται ἐκ Παρισίων ὅτι συνελήφθη ὁ πρώην ὑπουργὸς Μαλβύ. Ἡ σύλληψις ἐγένετο κατόπιν ἐντάλματος τοῦ ἀνακριτοῦ. [1336,1103,1574,1159]
headline: ΑΦΙΞΙΣ ΤΟΥ ΠΡΙΓΚΗΠΟΣ [648,1272,794,1286]
elections-article [358,700,838,1045]
article-text: Καπνεργάται ἐγγραφῆτε συνδρομηταὶ εἰς τὸν «Ῥιζοσπάστην». [358,1616,594,1643]
adiavrocha-line: Καὶ φθηνὰ, μὰ πολὺ φθηνὰ. [136,990,270,1002]
gramm-address: Ἀρχιμ. 44 — Τηλέφ. 10-37. [145,748,261,759]
pharmacy-heading: Διὰ τὰ Ὀφθαλμικὰ [151,1190,255,1201]
union-heading: ΣΩΜΑΤΕΙΟΝ ΣΙΓΑΡΟΠΟΙΩΝ-ΚΑΠΝΕΡΓΑΤΩΝ ΑΘΗΝΩΝ-ΠΕΙΡΑΙΩΣ [84,178,322,204]
cinema-item: ΠΑΝΘΕΟΝ. Ὑπερόχως καὶ ἡρωϊκῶς. [358,1565,517,1576]
headline: ΟΙ ΑΝΑΚΑΛΥΦΘΕΝΤΕΣ [653,1356,789,1370]
subheadline: Ο Κ. ΒΕΝΙΖΕΛΟΣ ΔΕΝ ΗΤΟ ΑΡΚΕΤΑ ΕΠΑΝΑΣΤΑΤΗΣ [361,726,835,746]
union-role: Ὁ Πρόεδρος [62,266,115,276]
